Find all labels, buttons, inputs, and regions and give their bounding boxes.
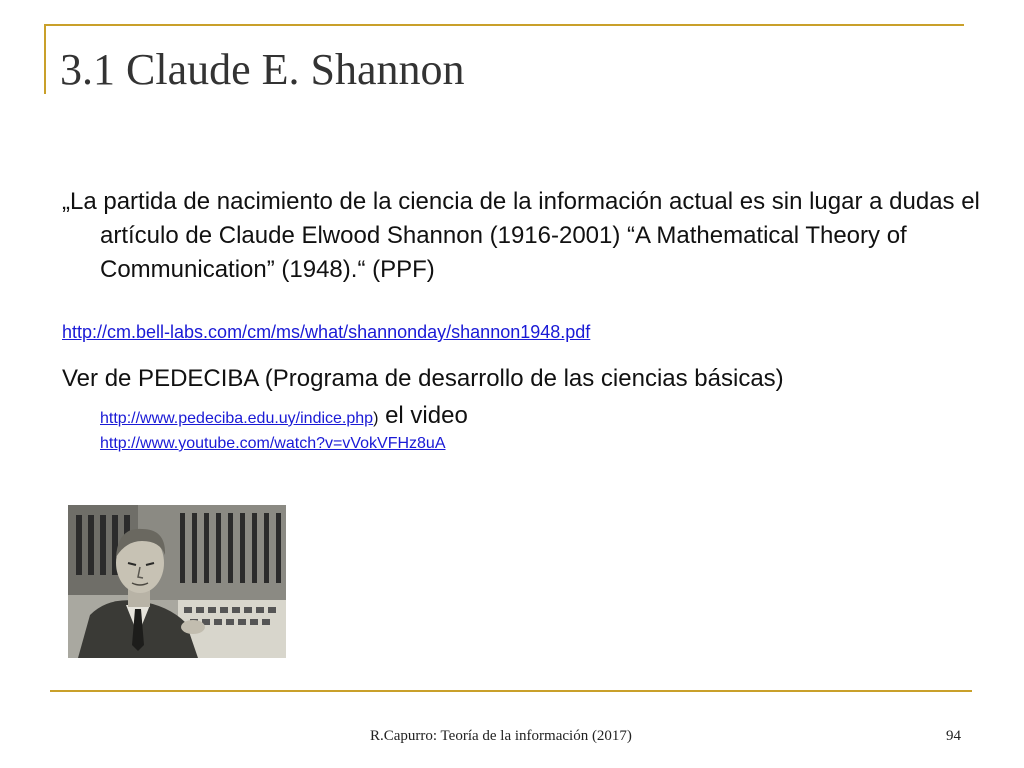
shannon1948-pdf-link[interactable]: http://cm.bell-labs.com/cm/ms/what/shannonday/shannon1948.pdf xyxy=(62,322,591,342)
top-accent-line xyxy=(44,24,964,26)
page-number: 94 xyxy=(946,728,961,744)
video-text: el video xyxy=(378,402,468,429)
pedeciba-link[interactable]: http://www.pedeciba.edu.uy/indice.php xyxy=(100,410,374,427)
shannon-quote: „La partida de nacimiento de la ciencia de la información actual es sin lugar a dudas el artículo de Claude Elwood Shannon (1916-2001) “A Mathematical Theory of Communication” (1948).“ (PPF) xyxy=(62,188,980,283)
youtube-video-link[interactable]: http://www.youtube.com/watch?v=vVokVFHz8uA xyxy=(100,435,446,452)
shannon-photo-illustration xyxy=(68,505,286,658)
pedeciba-reference-text: Ver de PEDECIBA (Programa de desarrollo de las ciencias básicas) xyxy=(62,365,784,392)
shannon-photo xyxy=(68,505,286,658)
slide-title: 3.1 Claude E. Shannon xyxy=(60,45,465,94)
closing-parenthesis: ) xyxy=(373,410,379,427)
footer-text: R.Capurro: Teoría de la información (2017) xyxy=(370,728,632,744)
pedeciba-link-line xyxy=(100,401,468,434)
left-accent-line xyxy=(44,24,46,94)
bottom-accent-line xyxy=(50,690,972,692)
